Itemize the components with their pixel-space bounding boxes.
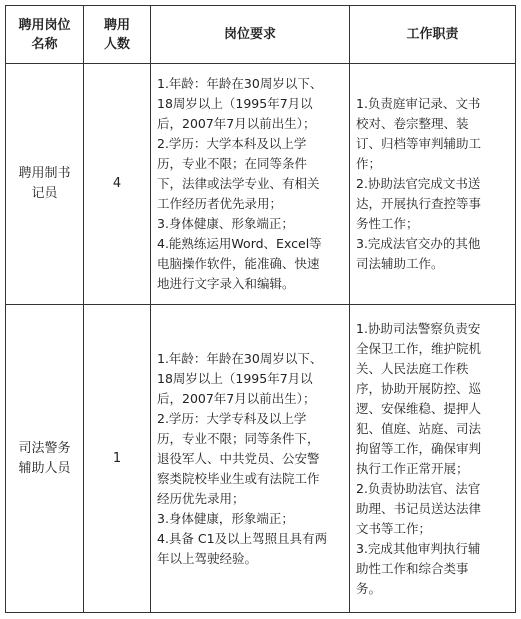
duty-line: 3.完成其他审判执行辅 <box>356 540 481 556</box>
recruitment-table <box>5 5 516 613</box>
duty-line: 助理、书记员送达法律 <box>356 500 482 516</box>
requirement-line: 后，2007年7月以前出生）； <box>157 116 316 131</box>
duty-line: 序，协助开展防控、巡 <box>356 380 482 396</box>
requirement-line: 经历优先录用； <box>157 490 245 506</box>
duty-line: 1.协助司法警察负责安 <box>356 320 481 336</box>
duty-line: 订、归档等审判辅助工 <box>356 136 482 151</box>
duty-line: 拘留等工作，确保审判 <box>356 440 482 456</box>
duty-line: 文书等工作； <box>356 520 432 536</box>
duty-line: 逻、安保维稳、提押人 <box>356 400 482 416</box>
requirements-cell <box>151 64 349 304</box>
requirement-line: 后，2007年7月以前出生）； <box>157 390 316 406</box>
duty-line: 执行工作正常开展； <box>356 460 469 476</box>
requirement-line: 3.身体健康、形象端正； <box>157 216 294 231</box>
position-name-text: 司法警务 <box>18 440 71 456</box>
duty-line: 助性工作和综合类事 <box>356 560 469 576</box>
header-requirements <box>151 6 349 63</box>
headcount-text: 4 <box>112 176 122 191</box>
duty-line: 达，开展执行查控等事 <box>356 196 482 211</box>
requirement-line: 4.具备 C1及以上驾照且具有两 <box>157 530 328 546</box>
requirement-line: 18周岁以上（1995年7月以 <box>157 96 313 111</box>
requirement-line: 地进行文字录入和编辑。 <box>157 276 295 291</box>
headcount-cell <box>84 305 150 612</box>
duty-line: 司法辅助工作。 <box>356 256 444 271</box>
duty-line: 务性工作； <box>356 216 419 231</box>
header-text: 聘用岗位 <box>18 17 71 33</box>
duties-cell <box>350 305 515 612</box>
requirement-line: 4.能熟练运用Word、Excel等 <box>157 236 322 251</box>
requirements-cell <box>151 305 349 612</box>
requirement-line: 工作经历者优先录用； <box>157 196 283 211</box>
duty-line: 全保卫工作，维护院机 <box>356 340 482 356</box>
headcount-text: 1 <box>112 450 122 466</box>
position-name-text: 聘用制书 <box>18 166 71 181</box>
header-text: 岗位要求 <box>223 27 276 42</box>
position-name-cell <box>6 305 83 612</box>
requirement-line: 电脑操作软件，能准确、快速 <box>157 256 320 271</box>
headcount-cell <box>84 64 150 304</box>
requirement-line: 年以上驾驶经验。 <box>157 550 258 566</box>
header-headcount <box>84 6 150 63</box>
duty-line: 校对、卷宗整理、装 <box>356 116 469 131</box>
duty-line: 3.完成法官交办的其他 <box>356 236 481 251</box>
position-name-cell <box>6 64 83 304</box>
duty-line: 务。 <box>356 580 382 596</box>
header-duties <box>350 6 515 63</box>
requirement-line: 2.学历：大学本科及以上学 <box>157 136 307 151</box>
position-name-text: 辅助人员 <box>18 460 71 476</box>
requirement-line: 下，法律或法学专业、有相关 <box>157 176 320 191</box>
requirement-line: 18周岁以上（1995年7月以 <box>157 370 313 386</box>
header-position-name <box>6 6 83 63</box>
duty-line: 2.负责协助法官、法官 <box>356 480 481 496</box>
requirement-line: 3.身体健康，形象端正； <box>157 510 294 526</box>
duties-cell <box>350 64 515 304</box>
header-text: 工作职责 <box>406 27 459 42</box>
duty-line: 1.负责庭审记录、文书 <box>356 96 481 111</box>
requirement-line: 历，专业不限；在同等条件 <box>157 156 308 171</box>
requirement-line: 2.学历：大学专科及以上学 <box>157 410 307 426</box>
duty-line: 关、人民法庭工作秩 <box>356 360 469 376</box>
requirement-line: 历，专业不限；同等条件下， <box>157 430 320 446</box>
requirement-line: 1.年龄：年龄在30周岁以下、 <box>157 350 323 366</box>
duty-line: 2.协助法官完成文书送 <box>356 176 481 191</box>
header-text: 人数 <box>103 36 130 52</box>
duty-line: 犯、值庭、站庭、司法 <box>356 420 482 436</box>
requirement-line: 1.年龄：年龄在30周岁以下、 <box>157 76 323 91</box>
header-text: 聘用 <box>103 17 130 33</box>
requirement-line: 退役军人、中共党员、公安警 <box>157 450 320 466</box>
duty-line: 作； <box>356 156 382 171</box>
requirement-line: 察类院校毕业生或有法院工作 <box>157 470 320 486</box>
header-text: 名称 <box>31 36 58 52</box>
position-name-text: 记员 <box>31 186 58 201</box>
